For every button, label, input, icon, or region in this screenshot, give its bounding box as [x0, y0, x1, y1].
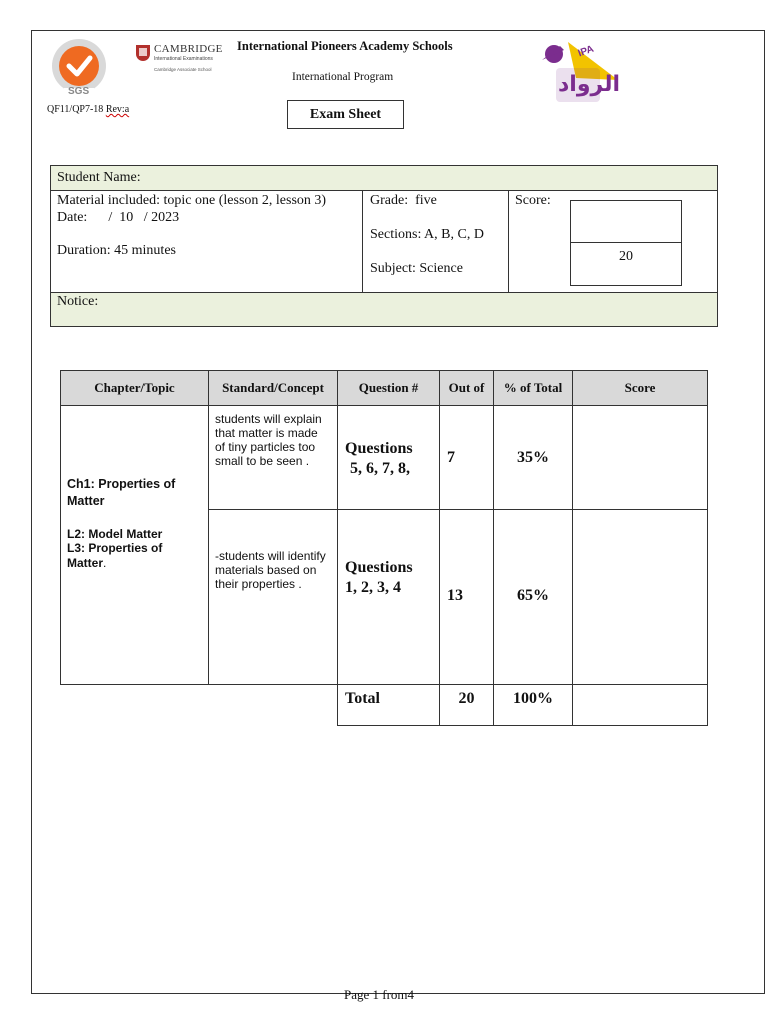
- chapter-title: Ch1: Properties of Matter: [67, 477, 176, 508]
- cambridge-logo: [136, 43, 226, 77]
- exam-sheet-title: Exam Sheet: [287, 100, 404, 129]
- table-row-1-percent: 35%: [493, 405, 573, 510]
- student-info-table: [50, 165, 718, 327]
- total-out-of: 20: [439, 684, 494, 726]
- cambridge-shield-icon: [136, 45, 150, 61]
- program-name: International Program: [292, 71, 394, 83]
- header-chapter-topic: Chapter/Topic: [60, 370, 209, 406]
- table-row-1-questions: [337, 405, 440, 510]
- notice-row: [51, 292, 717, 326]
- row-2-question-numbers: 1, 2, 3, 4: [345, 579, 401, 596]
- lesson-3: [67, 541, 202, 571]
- info-divider-1: [362, 191, 363, 292]
- cambridge-name: CAMBRIDGE: [154, 43, 223, 55]
- document-code: [47, 104, 129, 115]
- student-name-label: Student Name:: [57, 170, 141, 185]
- cambridge-subtitle: International Examinations: [154, 56, 213, 62]
- total-label: Total: [337, 684, 440, 726]
- material-included: Material included: topic one (lesson 2, lesson 3): [57, 193, 327, 208]
- lesson-2: L2: Model Matter: [67, 527, 163, 541]
- exam-blueprint-table: [60, 370, 708, 726]
- table-row-1-score[interactable]: [572, 405, 708, 510]
- ipa-logo-text: IPA: [576, 43, 596, 60]
- sgs-logo-text: SGS: [68, 86, 90, 97]
- row-1-questions-label: Questions: [345, 440, 413, 457]
- chapter-topic-cell: [60, 405, 209, 685]
- table-row-2-concept: -students will identify materials based on their properties .: [208, 509, 338, 685]
- ipa-logo-arabic: الرواد: [558, 72, 620, 97]
- table-row-2-score[interactable]: [572, 509, 708, 685]
- lesson-3-text: L3: Properties of Matter: [67, 541, 163, 570]
- total-percent: 100%: [493, 684, 573, 726]
- header-percent-of-total: % of Total: [493, 370, 573, 406]
- total-score[interactable]: [572, 684, 708, 726]
- exam-duration: Duration: 45 minutes: [57, 243, 176, 258]
- cambridge-associate: Cambridge Associate School: [154, 67, 212, 72]
- student-name-row: [51, 166, 717, 191]
- table-row-1-concept: students will explain that matter is made of tiny particles too small to be seen .: [208, 405, 338, 510]
- score-total-box: 20: [570, 242, 682, 286]
- lesson-3-period: .: [103, 556, 107, 570]
- ipa-logo: [538, 38, 622, 108]
- score-label: Score:: [515, 193, 551, 208]
- header-standard-concept: Standard/Concept: [208, 370, 338, 406]
- header-out-of: Out of: [439, 370, 494, 406]
- header-question-number: Question #: [337, 370, 440, 406]
- school-name: International Pioneers Academy Schools: [237, 39, 453, 53]
- row-2-questions-label: Questions: [345, 559, 413, 576]
- score-input-box[interactable]: [570, 200, 682, 243]
- table-row-2-questions: [337, 509, 440, 685]
- table-row-2-out-of: 13: [439, 509, 494, 685]
- row-1-question-numbers: 5, 6, 7, 8,: [350, 460, 410, 477]
- sgs-logo: [46, 36, 112, 102]
- info-divider-2: [508, 191, 509, 292]
- subject: Subject: Science: [370, 261, 463, 276]
- grade: Grade: five: [370, 193, 437, 208]
- notice-label: Notice:: [57, 294, 99, 309]
- table-row-1-out-of: 7: [439, 405, 494, 510]
- sections: Sections: A, B, C, D: [370, 227, 484, 242]
- document-revision: Rev:a: [105, 104, 130, 115]
- page-number: Page 1 from4: [344, 987, 415, 1002]
- header-score: Score: [572, 370, 708, 406]
- exam-date: Date: / 10 / 2023: [57, 210, 180, 225]
- table-row-2-percent: 65%: [493, 509, 573, 685]
- document-code-prefix: QF11/QP7-18: [47, 104, 106, 115]
